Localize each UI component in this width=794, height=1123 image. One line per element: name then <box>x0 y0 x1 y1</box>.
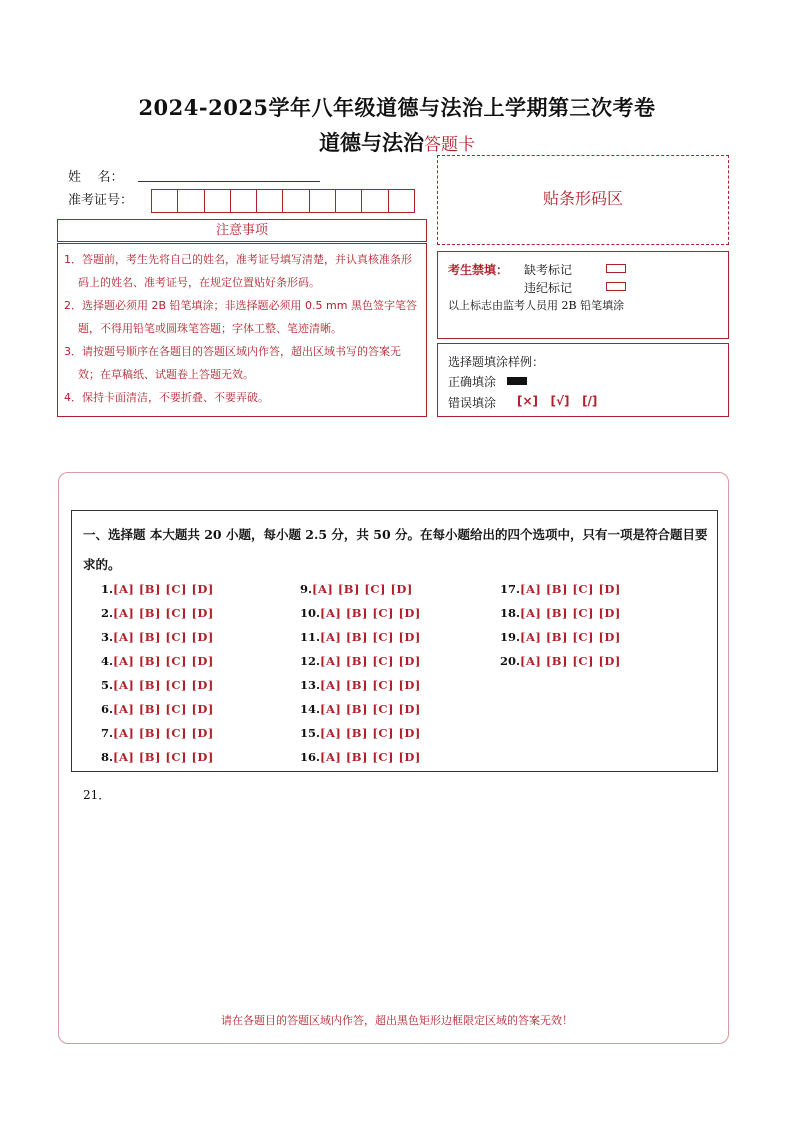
question-number: 8. <box>101 750 114 764</box>
question-number: 14. <box>300 702 321 716</box>
answer-options[interactable]: [A] [B] [C] [D] <box>320 630 421 644</box>
notice-title: 注意事项 <box>57 219 427 242</box>
question-number: 7. <box>101 726 114 740</box>
id-digit-box[interactable] <box>257 190 283 212</box>
answer-options[interactable]: [A] [B] [C] [D] <box>113 750 214 764</box>
notice-item: 4．保持卡面清洁，不要折叠、不要弄破。 <box>64 391 269 404</box>
id-digit-box[interactable] <box>336 190 362 212</box>
answer-options[interactable]: [A] [B] [C] [D] <box>320 606 421 620</box>
notice-item: 3．请按题号顺序在各题目的答题区域内作答，超出区域书写的答案无效；在草稿纸、试题卷上答题无效。 <box>64 345 401 381</box>
mc-question-row[interactable] <box>500 582 621 596</box>
absent-mark-box[interactable] <box>606 264 626 273</box>
answer-options[interactable]: [A] [B] [C] [D] <box>520 654 621 668</box>
question-number: 2. <box>101 606 114 620</box>
ban-box <box>437 251 729 339</box>
violation-mark-box[interactable] <box>606 282 626 291</box>
question-number: 17. <box>500 582 521 596</box>
mc-question-row[interactable] <box>300 654 421 668</box>
name-label: 姓 名： <box>68 170 124 185</box>
mc-question-row[interactable] <box>300 678 421 692</box>
sample-box <box>437 343 729 417</box>
mc-question-row[interactable] <box>101 702 214 716</box>
mc-question-row[interactable] <box>500 606 621 620</box>
id-digit-box[interactable] <box>178 190 204 212</box>
answer-options[interactable]: [A] [B] [C] [D] <box>320 678 421 692</box>
mc-question-row[interactable] <box>300 630 421 644</box>
ban-note: 以上标志由监考人员用 2B 铅笔填涂 <box>448 299 625 312</box>
answer-options[interactable]: [A] [B] [C] [D] <box>113 606 214 620</box>
barcode-area: 贴条形码区 <box>437 155 729 245</box>
id-digit-box[interactable] <box>205 190 231 212</box>
notice-box <box>57 243 427 417</box>
wrong-label: 错误填涂 <box>448 396 497 410</box>
id-digit-box[interactable] <box>152 190 178 212</box>
ban-title: 考生禁填： <box>448 263 509 277</box>
sample-title: 选择题填涂样例： <box>448 355 545 369</box>
question-number: 13. <box>300 678 321 692</box>
question-number: 1. <box>101 582 114 596</box>
mc-question-row[interactable] <box>101 606 214 620</box>
answer-options[interactable]: [A] [B] [C] [D] <box>320 750 421 764</box>
id-digit-box[interactable] <box>362 190 388 212</box>
mc-question-row[interactable] <box>300 726 421 740</box>
mc-question-row[interactable] <box>101 750 214 764</box>
answer-options[interactable]: [A] [B] [C] [D] <box>113 726 214 740</box>
answer-options[interactable]: [A] [B] [C] [D] <box>113 654 214 668</box>
answer-options[interactable]: [A] [B] [C] [D] <box>113 702 214 716</box>
id-digit-box[interactable] <box>389 190 414 212</box>
question-number: 9. <box>300 582 313 596</box>
notice-item: 1．答题前，考生先将自己的姓名，准考证号填写清楚，并认真核准条形码上的姓名、准考证号，在规定位置贴好条形码。 <box>64 253 412 289</box>
mc-question-row[interactable] <box>101 582 214 596</box>
question-number: 10. <box>300 606 321 620</box>
name-field[interactable] <box>138 181 320 182</box>
answer-options[interactable]: [A] [B] [C] [D] <box>113 678 214 692</box>
question-number: 12. <box>300 654 321 668</box>
absent-label: 缺考标记 <box>524 263 573 277</box>
answer-options[interactable]: [A] [B] [C] [D] <box>320 726 421 740</box>
mc-question-row[interactable] <box>300 702 421 716</box>
question-21-label: 21． <box>83 788 111 802</box>
footer-warning: 请在各题目的答题区域内作答，超出黑色矩形边框限定区域的答案无效！ <box>221 1014 573 1027</box>
question-number: 18. <box>500 606 521 620</box>
mc-question-row[interactable] <box>300 582 413 596</box>
mc-question-row[interactable] <box>101 630 214 644</box>
question-number: 4. <box>101 654 114 668</box>
filled-mark-icon <box>507 377 527 385</box>
question-number: 19. <box>500 630 521 644</box>
question-number: 3. <box>101 630 114 644</box>
mc-question-row[interactable] <box>300 606 421 620</box>
mc-question-row[interactable] <box>101 678 214 692</box>
answer-options[interactable]: [A] [B] [C] [D] <box>520 582 621 596</box>
answer-options[interactable]: [A] [B] [C] [D] <box>320 654 421 668</box>
exam-id-boxes[interactable] <box>151 189 415 213</box>
question-number: 5. <box>101 678 114 692</box>
page-subtitle <box>0 127 794 157</box>
question-number: 11. <box>300 630 321 644</box>
answer-options[interactable]: [A] [B] [C] [D] <box>520 630 621 644</box>
mc-question-row[interactable] <box>300 750 421 764</box>
subject-title: 道德与法治 <box>319 130 424 155</box>
mc-question-row[interactable] <box>101 654 214 668</box>
question-number: 20. <box>500 654 521 668</box>
mc-question-row[interactable] <box>500 654 621 668</box>
answer-options[interactable]: [A] [B] [C] [D] <box>113 582 214 596</box>
id-label: 准考证号： <box>68 193 134 208</box>
id-digit-box[interactable] <box>310 190 336 212</box>
violation-label: 违纪标记 <box>524 281 573 295</box>
answer-options[interactable]: [A] [B] [C] [D] <box>320 702 421 716</box>
mc-section-header: 一、选择题 本大题共 20 小题，每小题 2.5 分，共 50 分。在每小题给出的四个选项中，只有一项是符合题目要求的。 <box>83 527 708 572</box>
answer-options[interactable]: [A] [B] [C] [D] <box>520 606 621 620</box>
id-digit-box[interactable] <box>231 190 257 212</box>
answer-options[interactable]: [A] [B] [C] [D] <box>312 582 413 596</box>
question-number: 15. <box>300 726 321 740</box>
mc-question-row[interactable] <box>101 726 214 740</box>
mc-question-row[interactable] <box>500 630 621 644</box>
question-number: 6. <box>101 702 114 716</box>
page-title: 2024-2025学年八年级道德与法治上学期第三次考卷 <box>138 95 656 120</box>
notice-item: 2．选择题必须用 2B 铅笔填涂；非选择题必须用 0.5 mm 黑色签字笔答题，不得用铅笔或圆珠笔答题；字体工整、笔迹清晰。 <box>64 299 417 335</box>
correct-label: 正确填涂 <box>448 375 497 389</box>
id-digit-box[interactable] <box>283 190 309 212</box>
card-label: 答题卡 <box>424 135 475 155</box>
question-number: 16. <box>300 750 321 764</box>
answer-options[interactable]: [A] [B] [C] [D] <box>113 630 214 644</box>
wrong-marks: [×] [√] [/] <box>517 394 598 408</box>
